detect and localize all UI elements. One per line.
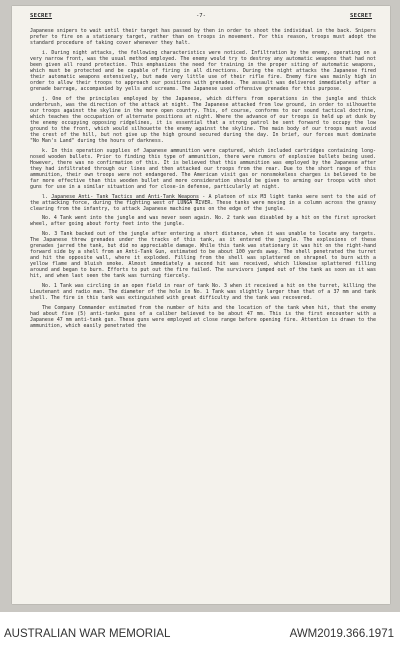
paragraph-tank-4: No. 4 Tank went into the jungle and was never seen again. No. 2 tank was disabled by a hit on the first sprocket wheel, after going about forty feet into the jungle. xyxy=(30,215,376,228)
paragraph-tank-1: No. 1 Tank was circling in an open field in rear of tank No. 3 when it received a hit on the turret, killing the Lieutenant and radio man. The diameter of the hole in No. 1 Tank was slightly larger than that of a 37 mm and tank shell. The fire in this tank was extinguished with great difficulty and the tank was recovered. xyxy=(30,282,376,302)
section-l-heading: Japanese Anti- Tank Tactics and Anti-Tank Weapons xyxy=(51,193,199,200)
paragraph-tank-3: No. 3 Tank backed out of the jungle after entering a short distance, when it was unable to locate any targets. The Japanese threw grenades under the tracks of this tank, as it entered the jungle. The explosions of these grenades jarred the tank, but did no appreciable damage. While this tank was stationary it was hit on the right-hand forward side by a shell from an Anti-Tank Gun, estimated to be about 100 yards away. The shell penetrated the turret and hit the opposite wall, where it exploded. Filling from the shell was splattered on shrapnel to burn with a yellow flame and bluish smoke. Almost immediately a second hit was received, which likewise splattered filling around and began to burn. Efforts to put out the fire failed. The survivors jumped out of the tank as soon as it was hit, and when last seen the tank was turning fiercely. xyxy=(30,230,376,280)
document-body xyxy=(30,28,376,600)
paragraph-snipers: Japanese snipers to wait until their target has passed by then in order to shoot the individual in the back. Snipers prefer to fire on a stationary target, rather than on troops in movement. For this reason, troops must adopt the standard procedure of taking cover whenever they halt. xyxy=(30,28,376,47)
classification-marking-left: SECRET xyxy=(30,13,53,19)
paragraph-l-anti-tank xyxy=(30,194,376,212)
page-number: -7- xyxy=(195,13,207,19)
section-l-prefix: l. xyxy=(42,193,48,200)
accession-number: AWM2019.366.1971 xyxy=(289,628,394,640)
section-l-body: - A platoon of six M3 light tanks were sent to the aid of the attacking force, during the fighting west of LUNGA RIVER. These tanks were moving in a column across the grassy clearing from the infantry, to attack Japanese machine guns on the edge of the jungle. xyxy=(30,193,376,212)
paragraph-k-ammunition: k. In this operation supplies of Japanese ammunition were captured, which included cartridges containing long-nosed wooden bullets. Prior to finding this type of ammunition, there were rumors of explosive bullets being used. However, there was no confirmation of this. It is believed that this ammunition was employed by the Japanese after they had infiltrated through our lines and then attacked our troops from the rear. Due to the short range of this ammunition, their own troops were not endangered. The American visit gas or nonsmokeless charges is believed to be far more effective than this wooden bullet and more consideration should be given to arming our troops with shot guns for use in a similar situation and for close-in defense, particularly at night. xyxy=(30,147,376,190)
institution-label: AUSTRALIAN WAR MEMORIAL xyxy=(4,628,171,640)
paragraph-i-night-attacks: i. During night attacks, the following characteristics were noticed. Infiltration by the enemy, operating on a very narrow front, was the usual method employed. The enemy would try to destroy any automatic weapons that had not been given all round protection. This emphasizes the need for training in the proper siting of automatic weapons, which must be protected and be capable of firing in all directions. During the night attacks the Japanese fired their automatic weapons extensively, but made very little use of their rifle fire. Enemy fire was mainly high in order to allow their troops to approach our positions with grenades. The assault was delivered immediately after a grenade barrage, accompanied by yells and screams. The Japanese used offensive grenades for this purpose. xyxy=(30,49,376,93)
paragraph-company-commander: The Company Commander estimated from the number of hits and the location of the tank when hit, that the enemy had about five (5) anti-tanks guns of a caliber believed to be about 47 mm. This is the first encounter with a Japanese 47 mm anti-tank gun. These guns were employed at close range before opening fire. Attention is drawn to the ammunition, which easily penetrated the xyxy=(30,304,376,329)
paragraph-j-night-attack-direction: j. One of the principles employed by the Japanese, which differs from operations in the jungle and thick underbrush, was the direction of the attack at night. The Japanese attacked from low ground, in order to silhouette our troops against the skyline in the more open country. This, of course, conforms to our sound tactical doctrine, which teaches the occupation of alternate positions at night. Where the advance of our troops is held up at dusk by the enemy occupying opposing ridgelines, it is essential that a strong patrol be sent forward to occupy the low ground to the front, which would silhouette the enemy against the skyline. The main body of our troops must avoid the crest of the hill, but not give up the high ground secured during the day. In brief, our forces must dominate "No Man's Land" during the hours of darkness. xyxy=(30,95,376,144)
archive-footer xyxy=(0,614,400,653)
document-page xyxy=(12,6,390,604)
page-header xyxy=(30,13,372,22)
classification-marking-right: SECRET xyxy=(349,13,372,19)
